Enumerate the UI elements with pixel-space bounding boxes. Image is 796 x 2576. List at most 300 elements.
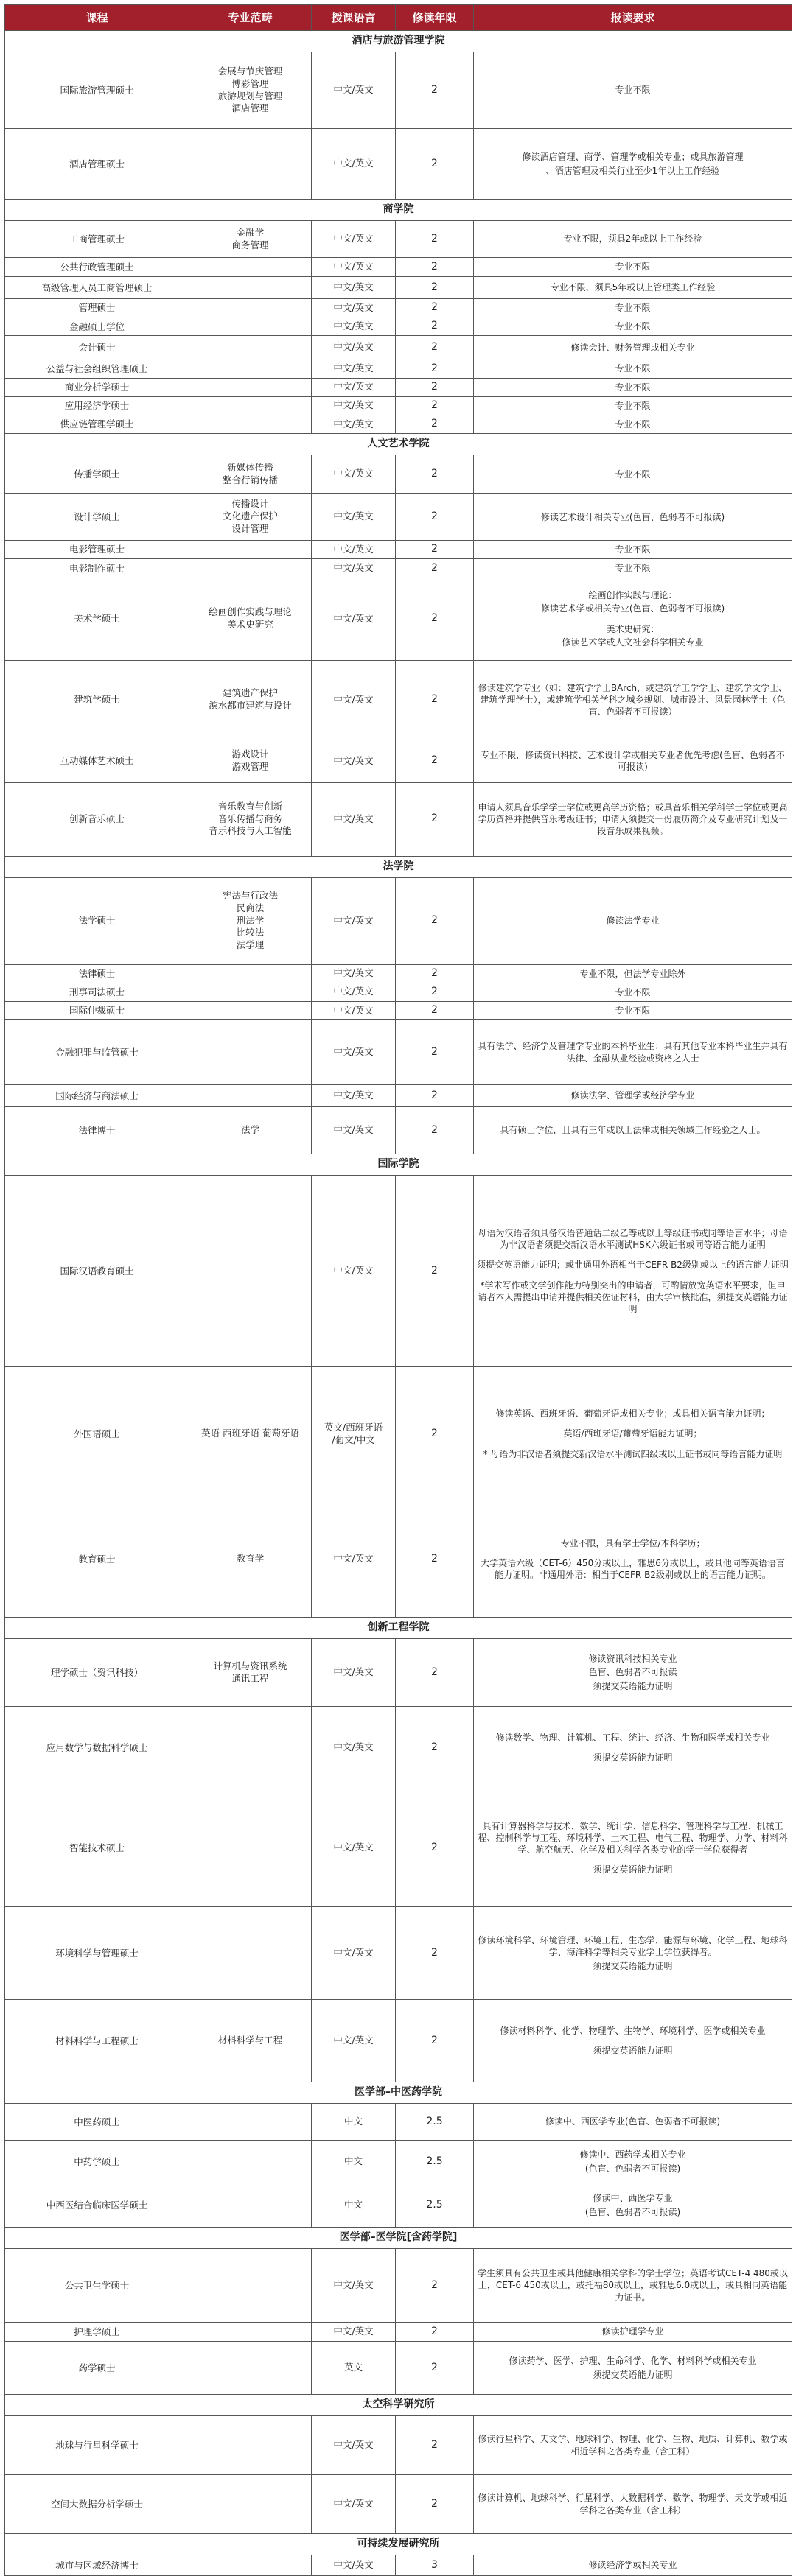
course-requirements [474, 494, 792, 541]
requirement-line: *学术写作或文学创作能力特别突出的申请者，可酌情放宽英语水平要求，但申请者本人需提出申请并提供相关佐证材料，由大学审核批准，须提交英语能力证明 [478, 1280, 788, 1315]
requirement-line: 专业不限 [615, 986, 651, 997]
text-line: 中文 [343, 2155, 363, 2167]
course-scope [189, 336, 312, 359]
course-name: 国际汉语教育硕士 [5, 1176, 189, 1367]
course-language [312, 129, 396, 200]
course-language [312, 660, 396, 740]
course-years: 2 [396, 1707, 474, 1789]
course-years: 2.5 [396, 2183, 474, 2228]
course-requirements [474, 964, 792, 983]
text-line: 音乐传播与商务 [217, 813, 283, 824]
section-title: 法学院 [5, 856, 792, 877]
course-language [312, 2183, 396, 2228]
course-name: 中西医结合临床医学硕士 [5, 2183, 189, 2228]
course-scope [189, 2249, 312, 2323]
course-requirements [474, 129, 792, 200]
course-name: 高级管理人员工商管理硕士 [5, 277, 189, 299]
course-name: 酒店管理硕士 [5, 129, 189, 200]
course-requirements [474, 52, 792, 129]
course-scope [189, 2000, 312, 2082]
course-requirements [474, 1907, 792, 2000]
course-scope [189, 52, 312, 129]
requirement-line: 修读会计、财务管理或相关专业 [570, 342, 695, 353]
table-row [5, 660, 792, 740]
requirement-line: 专业不限 [615, 468, 651, 480]
requirement-line: 、酒店管理及相关行业至少1年以上工作经验 [545, 165, 720, 176]
course-years: 2 [396, 1789, 474, 1907]
table-row [5, 359, 792, 378]
course-years: 2 [396, 277, 474, 299]
text-line: 教育学 [236, 1553, 265, 1565]
requirement-line: 修读材料科学、化学、物理学、生物学、环境科学、医学或相关专业 [500, 2025, 766, 2036]
course-name: 管理硕士 [5, 299, 189, 317]
course-requirements [474, 277, 792, 299]
text-line: 中文/英文 [333, 2326, 374, 2337]
course-scope [189, 964, 312, 983]
course-requirements [474, 1085, 792, 1107]
text-line: 英文/西班牙语 [324, 1421, 383, 1433]
course-name: 护理学硕士 [5, 2323, 189, 2342]
course-scope [189, 2104, 312, 2141]
requirement-line [477, 616, 789, 621]
requirement-line [477, 1421, 789, 1426]
course-scope [189, 1001, 312, 1019]
table-row [5, 299, 792, 317]
text-line: 设计管理 [231, 523, 269, 535]
course-requirements [474, 1707, 792, 1789]
header-course: 课程 [5, 5, 189, 31]
course-requirements [474, 1367, 792, 1501]
requirement-line: 修读经济学或相关专业 [588, 2560, 677, 2571]
text-line: 中文/英文 [333, 693, 374, 705]
course-requirements [474, 317, 792, 336]
requirement-line: 专业不限 [615, 363, 651, 374]
table-row [5, 415, 792, 433]
requirement-line: 修读护理学专业 [601, 2326, 664, 2337]
requirement-line: 专业不限 [615, 418, 651, 429]
table-row [5, 1707, 792, 1789]
course-requirements [474, 578, 792, 660]
course-scope [189, 559, 312, 578]
table-row [5, 1907, 792, 2000]
course-years: 2 [396, 877, 474, 964]
table-row [5, 2342, 792, 2395]
course-requirements [474, 1501, 792, 1618]
course-years: 2 [396, 2475, 474, 2534]
text-line: 计算机与资讯系统 [213, 1660, 287, 1671]
text-line: 中文/英文 [333, 281, 374, 293]
course-scope [189, 877, 312, 964]
section-row [5, 2395, 792, 2416]
text-line: 音乐教育与创新 [217, 800, 283, 812]
course-years: 2 [396, 1085, 474, 1107]
course-name: 中药学硕士 [5, 2141, 189, 2183]
course-years: 2 [396, 396, 474, 415]
header-years: 修读年限 [396, 5, 474, 31]
requirement-line: 大学英语六级（CET-6）450分或以上，雅思6分或以上，或具他同等英语语言能力证明。非通用外语：相当于CEFR B2级别或以上的语言能力证明。 [481, 1558, 785, 1581]
table-row [5, 2141, 792, 2183]
course-years: 2 [396, 1176, 474, 1367]
text-line: 中文/英文 [333, 301, 374, 313]
requirement-line: 专业不限 [615, 563, 651, 574]
course-requirements [474, 396, 792, 415]
text-line: 音乐科技与人工智能 [209, 825, 292, 837]
course-requirements [474, 299, 792, 317]
text-line: 中文/英文 [333, 612, 374, 624]
course-name: 药学硕士 [5, 2342, 189, 2395]
course-requirements [474, 1789, 792, 1907]
course-requirements [474, 559, 792, 578]
course-name: 材料科学与工程硕士 [5, 2000, 189, 2082]
text-line: 刑法学 [236, 914, 265, 926]
section-row [5, 434, 792, 455]
course-requirements [474, 378, 792, 396]
course-scope [189, 2183, 312, 2228]
course-name: 应用经济学硕士 [5, 396, 189, 415]
requirement-line: 申请人须具音乐学学士学位或更高学历资格；或具音乐相关学科学士学位或更高学历资格并提供音乐考级证书；申请人须提交一份履历简介及专业研究计划及一段音乐成果视频。 [478, 801, 788, 837]
course-language [312, 2104, 396, 2141]
text-line: 中文/英文 [333, 543, 374, 555]
course-scope [189, 2342, 312, 2395]
text-line: 中文/英文 [333, 1947, 374, 1959]
requirement-line: * 母语为非汉语者须提交新汉语水平测试四级或以上证书或同等语言能力证明 [483, 1448, 783, 1459]
course-requirements [474, 1107, 792, 1154]
requirement-line [477, 1745, 789, 1750]
course-scope [189, 1085, 312, 1107]
table-row [5, 52, 792, 129]
course-scope [189, 396, 312, 415]
text-line: 绘画创作实践与理论 [209, 606, 292, 618]
course-years: 2 [396, 964, 474, 983]
course-language [312, 221, 396, 258]
text-line: 中文/英文 [333, 399, 374, 411]
requirement-line: 修读中、西药学或相关专业 [579, 2149, 686, 2161]
course-language [312, 299, 396, 317]
course-scope [189, 299, 312, 317]
text-line: 中文/英文 [333, 2559, 374, 2571]
table-row [5, 2000, 792, 2082]
course-years: 2 [396, 782, 474, 856]
course-name: 金融犯罪与监管硕士 [5, 1020, 189, 1085]
course-language [312, 1001, 396, 1019]
course-scope [189, 578, 312, 660]
text-line: 游戏管理 [231, 761, 269, 772]
course-language [312, 317, 396, 336]
requirement-line: 专业不限 [615, 1005, 651, 1016]
course-language [312, 359, 396, 378]
course-name: 建筑学硕士 [5, 660, 189, 740]
requirement-line: 具有硕士学位，且具有三年或以上法律或相关领域工作经验之人士。 [500, 1125, 766, 1136]
requirement-line: 修读酒店管理、商学、管理学或相关专业；或具旅游管理 [522, 152, 744, 163]
course-scope [189, 1707, 312, 1789]
text-line: 中文/英文 [333, 418, 374, 429]
course-years: 2 [396, 660, 474, 740]
table-row [5, 1020, 792, 1085]
text-line: 中文/英文 [333, 1842, 374, 1853]
course-scope [189, 494, 312, 541]
course-requirements [474, 877, 792, 964]
course-scope [189, 1639, 312, 1707]
course-years: 2 [396, 129, 474, 200]
course-language [312, 277, 396, 299]
course-name: 公共卫生学硕士 [5, 2249, 189, 2323]
course-name: 法学硕士 [5, 877, 189, 964]
course-years: 2 [396, 1501, 474, 1618]
text-line: 游戏设计 [231, 748, 269, 760]
course-name: 公共行政管理硕士 [5, 258, 189, 277]
requirement-line: 修读法学、管理学或经济学专业 [570, 1090, 695, 1101]
table-row [5, 378, 792, 396]
requirement-line: 专业不限，修读资讯科技、艺术设计学或相关专业者优先考虑(色盲、色弱者不可报读) [481, 749, 785, 772]
section-title: 酒店与旅游管理学院 [5, 31, 792, 52]
requirement-line: 英语/西班牙语/葡萄牙语能力证明； [563, 1428, 702, 1439]
table-row [5, 1001, 792, 1019]
course-language [312, 2416, 396, 2475]
course-requirements [474, 415, 792, 433]
course-language [312, 1020, 396, 1085]
course-language [312, 1501, 396, 1618]
table-row [5, 2183, 792, 2228]
course-language [312, 2000, 396, 2082]
course-years: 2 [396, 494, 474, 541]
course-scope [189, 1176, 312, 1367]
course-scope [189, 1107, 312, 1154]
course-language [312, 2475, 396, 2534]
text-line: 中文/英文 [333, 2439, 374, 2451]
course-years: 2 [396, 983, 474, 1001]
table-row [5, 396, 792, 415]
text-line: 英语 西班牙语 葡萄牙语 [201, 1428, 299, 1439]
course-requirements [474, 2000, 792, 2082]
course-scope [189, 2475, 312, 2534]
course-requirements [474, 336, 792, 359]
course-language [312, 964, 396, 983]
course-language [312, 578, 396, 660]
course-years: 2 [396, 455, 474, 494]
text-line: 材料科学与工程 [217, 2035, 283, 2046]
course-scope [189, 1020, 312, 1085]
text-line: 中文/英文 [333, 381, 374, 393]
course-years: 2 [396, 378, 474, 396]
course-language [312, 740, 396, 782]
requirement-line [477, 1442, 789, 1447]
course-years: 2.5 [396, 2104, 474, 2141]
course-name: 环境科学与管理硕士 [5, 1907, 189, 2000]
course-scope [189, 2555, 312, 2576]
section-row [5, 856, 792, 877]
course-years: 2 [396, 2416, 474, 2475]
course-language [312, 415, 396, 433]
course-requirements [474, 1176, 792, 1367]
course-requirements [474, 541, 792, 559]
section-title: 创新工程学院 [5, 1618, 792, 1639]
course-requirements [474, 2249, 792, 2323]
course-name: 互动媒体艺术硕士 [5, 740, 189, 782]
text-line: 文化遗产保护 [222, 510, 278, 522]
course-scope [189, 782, 312, 856]
text-line: 博彩管理 [231, 77, 269, 89]
course-years: 2 [396, 1367, 474, 1501]
section-title: 人文艺术学院 [5, 434, 792, 455]
course-name: 外国语硕士 [5, 1367, 189, 1501]
table-row [5, 1789, 792, 1907]
course-requirements [474, 359, 792, 378]
text-line: 中文/英文 [333, 813, 374, 824]
course-scope [189, 415, 312, 433]
text-line: 中文/英文 [333, 967, 374, 979]
text-line: 美术史研究 [227, 619, 273, 630]
requirement-line: 专业不限 [615, 85, 651, 96]
course-name: 中医药硕士 [5, 2104, 189, 2141]
text-line: 中文 [343, 2199, 363, 2211]
text-line: 中文/英文 [333, 1666, 374, 1678]
course-name: 空间大数据分析学硕士 [5, 2475, 189, 2534]
course-name: 工商管理硕士 [5, 221, 189, 258]
course-language [312, 1789, 396, 1907]
course-requirements [474, 1639, 792, 1707]
requirement-line: 学生须具有公共卫生或其他健康相关学科的学士学位；英语考试CET-4 480或以上，CET-6 450或以上，或托福80或以上，或雅思6.0或以上，或具相同英语能力证书。 [478, 2268, 788, 2303]
requirement-line: 修读行星科学、天文学、地球科学、物理、化学、生物、地质、计算机、数学或相近学科之各类专业（含工科） [478, 2434, 788, 2457]
section-row [5, 31, 792, 52]
requirement-line: 专业不限，须具2年或以上工作经验 [563, 234, 702, 245]
course-years: 2 [396, 1001, 474, 1019]
section-title: 医学部–中医药学院 [5, 2082, 792, 2104]
table-row [5, 1501, 792, 1618]
course-requirements [474, 740, 792, 782]
requirement-line [477, 1857, 789, 1862]
course-name: 美术学硕士 [5, 578, 189, 660]
text-line: 中文/英文 [333, 1265, 374, 1277]
course-requirements [474, 221, 792, 258]
text-line: 通讯工程 [231, 1672, 269, 1684]
course-scope [189, 455, 312, 494]
section-title: 医学部–医学院[含药学院] [5, 2228, 792, 2249]
requirement-line: 须提交英语能力证明 [593, 1752, 673, 1763]
course-scope [189, 258, 312, 277]
course-scope [189, 2141, 312, 2183]
text-line: 商务管理 [231, 239, 269, 250]
course-scope [189, 1367, 312, 1501]
course-years: 2 [396, 2249, 474, 2323]
text-line: 传播设计 [231, 498, 269, 510]
course-name: 地球与行星科学硕士 [5, 2416, 189, 2475]
course-language [312, 2342, 396, 2395]
requirement-line: 须提交英语能力证明 [593, 1864, 673, 1875]
course-name: 供应链管理学硕士 [5, 415, 189, 433]
course-requirements [474, 1001, 792, 1019]
requirement-line: 修读中、西医学专业 [593, 2193, 673, 2204]
requirement-line: 专业不限 [615, 544, 651, 555]
requirement-line: 修读数学、物理、计算机、工程、统计、经济、生物和医学或相关专业 [495, 1732, 770, 1743]
course-requirements [474, 455, 792, 494]
course-language [312, 455, 396, 494]
course-scope [189, 221, 312, 258]
course-requirements [474, 983, 792, 1001]
course-requirements [474, 258, 792, 277]
text-line: 中文/英文 [333, 510, 374, 522]
course-language [312, 1107, 396, 1154]
course-years: 2 [396, 221, 474, 258]
table-row [5, 1639, 792, 1707]
text-line: 中文/英文 [333, 986, 374, 997]
table-row [5, 1176, 792, 1367]
table-row [5, 541, 792, 559]
requirement-line: 绘画创作实践与理论： [588, 590, 677, 601]
requirement-line: 专业不限 [615, 321, 651, 332]
text-line: 中文/英文 [333, 158, 374, 169]
course-requirements [474, 2342, 792, 2395]
course-language [312, 258, 396, 277]
course-years: 2 [396, 2000, 474, 2082]
table-row [5, 578, 792, 660]
text-line: 中文/英文 [333, 1741, 374, 1753]
course-name: 刑事司法硕士 [5, 983, 189, 1001]
requirement-line: 修读艺术设计相关专业(色盲、色弱者不可报读) [540, 511, 725, 522]
table-row [5, 455, 792, 494]
course-language [312, 2141, 396, 2183]
text-line: 中文/英文 [333, 1046, 374, 1058]
requirement-line [477, 1252, 789, 1257]
course-name: 城市与区域经济博士 [5, 2555, 189, 2576]
requirement-line: 专业不限 [615, 303, 651, 313]
table-row [5, 221, 792, 258]
requirement-line: 修读资讯科技相关专业 [588, 1654, 677, 1665]
course-language [312, 877, 396, 964]
section-row [5, 1154, 792, 1176]
course-years: 2 [396, 415, 474, 433]
section-title: 可持续发展研究所 [5, 2534, 792, 2555]
table-row [5, 2323, 792, 2342]
course-years: 2 [396, 317, 474, 336]
course-name: 电影制作硕士 [5, 559, 189, 578]
text-line: 中文/英文 [333, 84, 374, 96]
course-years: 2 [396, 740, 474, 782]
section-row [5, 2228, 792, 2249]
section-row [5, 2082, 792, 2104]
section-row [5, 2534, 792, 2555]
course-scope [189, 2323, 312, 2342]
course-years: 2 [396, 1020, 474, 1085]
course-language [312, 2555, 396, 2576]
course-language [312, 336, 396, 359]
requirement-line: 修读艺术学或人文社会科学相关专业 [562, 636, 704, 647]
course-name: 法律博士 [5, 1107, 189, 1154]
header-requirements: 报读要求 [474, 5, 792, 31]
table-row [5, 2249, 792, 2323]
requirement-line: 须提交英语能力证明 [593, 2369, 673, 2380]
requirement-line: 专业不限 [615, 262, 651, 273]
course-scope [189, 129, 312, 200]
text-line: 中文/英文 [333, 914, 374, 926]
course-language [312, 1367, 396, 1501]
course-years: 2 [396, 578, 474, 660]
course-language [312, 559, 396, 578]
table-row [5, 277, 792, 299]
table-row [5, 877, 792, 964]
section-title: 国际学院 [5, 1154, 792, 1176]
requirement-line: (色盲、色弱者不可报读) [584, 2163, 681, 2174]
requirement-line: 修读英语、西班牙语、葡萄牙语或相关专业；或具相关语言能力证明； [495, 1408, 770, 1419]
table-row [5, 740, 792, 782]
course-language [312, 1907, 396, 2000]
course-requirements [474, 2555, 792, 2576]
course-years: 2 [396, 2323, 474, 2342]
course-years: 2 [396, 559, 474, 578]
course-name: 电影管理硕士 [5, 541, 189, 559]
course-name: 商业分析学硕士 [5, 378, 189, 396]
course-language [312, 378, 396, 396]
course-scope [189, 740, 312, 782]
